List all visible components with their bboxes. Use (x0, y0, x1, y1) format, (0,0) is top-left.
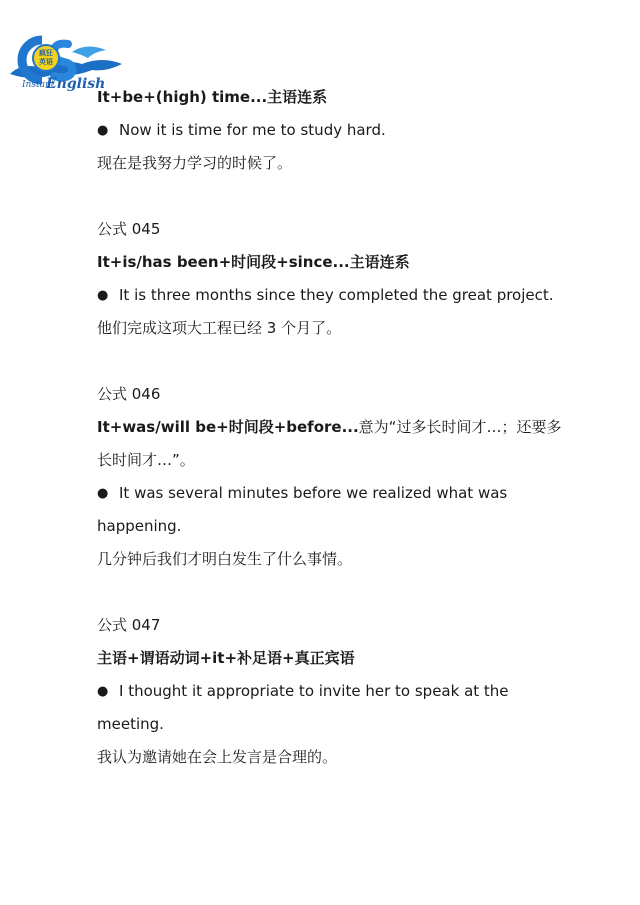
formula-number-047: 公式 047 (97, 616, 161, 634)
logo-badge-text: 疯狂英语 (39, 49, 53, 66)
example-text: Now it is time for me to study hard. (119, 121, 386, 139)
formula-047: 主语+谓语动词+it+补足语+真正宾语 (97, 649, 355, 667)
translation-047: 我认为邀请她在会上发言是合理的。 (97, 748, 338, 766)
bullet-icon: ● (97, 684, 109, 699)
example-046 (97, 477, 557, 510)
bullet-icon: ● (97, 123, 109, 138)
example-text: It is three months since they completed the great project. (119, 286, 554, 304)
example-045 (97, 279, 557, 312)
logo-script-top: Instant (22, 80, 55, 90)
translation-046: 几分钟后我们才明白发生了什么事情。 (97, 550, 353, 568)
formula-046 (97, 411, 562, 444)
example-text: It was several minutes before we realized what was (119, 484, 508, 502)
logo-script-main: English (46, 76, 106, 92)
formula-note-continued: 长时间才…”。 (97, 451, 195, 469)
formula-number-046: 公式 046 (97, 385, 161, 403)
formula-note: 意为“过多长时间才…；还要多 (358, 418, 562, 436)
formula-045: It+is/has been+时间段+since...主语连系 (97, 253, 410, 271)
translation-044: 现在是我努力学习的时候了。 (97, 154, 293, 172)
example-047-continued: meeting. (97, 715, 164, 733)
formula-044: It+be+(high) time...主语连系 (97, 88, 328, 106)
example-text: I thought it appropriate to invite her to speak at the (119, 682, 509, 700)
example-044 (97, 114, 557, 147)
bullet-icon: ● (97, 288, 109, 303)
bullet-icon: ● (97, 486, 109, 501)
translation-045: 他们完成这项大工程已经 3 个月了。 (97, 319, 342, 337)
formula-number-045: 公式 045 (97, 220, 161, 238)
formula-bold-text: It+was/will be+时间段+before... (97, 418, 359, 436)
example-047 (97, 675, 557, 708)
example-046-continued: happening. (97, 517, 182, 535)
document-body (97, 81, 562, 774)
